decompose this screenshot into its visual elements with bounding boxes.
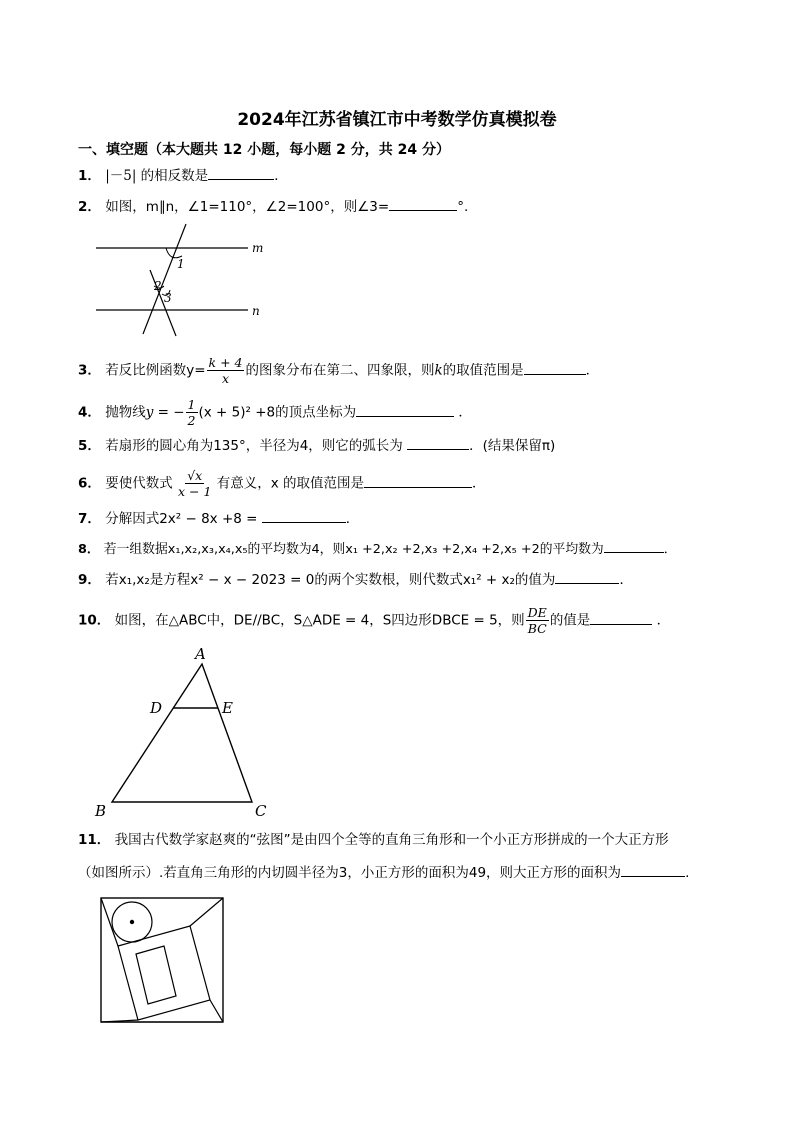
question-8 [78, 538, 677, 560]
big-square [101, 898, 223, 1022]
question-number: 2． [78, 199, 101, 215]
parallel-lines-figure [90, 218, 270, 342]
question-text: 我国古代数学家赵爽的“弦图”是由四个全等的直角三角形和一个小正方形拼成的一个大正方形 [114, 832, 669, 848]
question-end: ． [663, 542, 677, 557]
page-title: 2024年江苏省镇江市中考数学仿真模拟卷 [237, 110, 557, 130]
label-b: B [95, 802, 107, 820]
label-angle-1: 1 [177, 257, 185, 271]
question-4 [78, 397, 472, 428]
label-c: C [255, 802, 267, 820]
question-text: 的值是 [549, 612, 591, 629]
question-number: 11． [78, 832, 111, 848]
answer-blank[interactable] [524, 360, 586, 375]
transversal-1 [143, 224, 186, 334]
incircle-center [130, 920, 134, 924]
question-text: (x + 5)² +8的顶点坐标为 [198, 404, 357, 421]
triangle-abc [112, 664, 252, 802]
question-end: ．(结果保留π) [469, 438, 556, 454]
answer-blank[interactable] [604, 538, 664, 553]
denominator: x − 1 [178, 484, 212, 499]
answer-blank[interactable] [555, 569, 619, 584]
question-10 [78, 605, 670, 636]
numerator: √x [187, 468, 203, 483]
question-text: 的图象分布在第二、四象限，则 [245, 362, 435, 379]
label-angle-3: 3 [164, 291, 172, 305]
fraction [207, 355, 245, 386]
answer-blank[interactable] [364, 473, 472, 488]
question-end: ． [458, 404, 472, 421]
answer-blank[interactable] [590, 610, 652, 625]
label-a: A [195, 645, 206, 663]
question-end: °. [457, 199, 469, 215]
denominator: BC [527, 621, 547, 636]
question-text: 的相反数是 [136, 168, 209, 184]
question-1 [78, 165, 288, 186]
question-text: （如图所示）.若直角三角形的内切圆半径为3，小正方形的面积为49，则大正方形的面积为 [78, 865, 622, 881]
fraction [186, 397, 198, 428]
question-text: 分解因式2x² − 8x +8 = [105, 511, 262, 527]
variable-k: k [434, 362, 443, 379]
label-angle-2: 2 [154, 279, 162, 293]
answer-blank[interactable] [389, 196, 457, 211]
math-expression: y = − [145, 404, 185, 421]
numerator: DE [527, 605, 547, 620]
question-number: 7． [78, 511, 101, 527]
string-diagram-figure [98, 894, 228, 1026]
answer-blank[interactable] [621, 862, 685, 877]
label-e: E [222, 699, 233, 717]
tilted-square [118, 926, 210, 1020]
denominator: 2 [187, 413, 196, 428]
question-number: 10． [78, 612, 111, 629]
section-heading: 一、填空题（本大题共 12 小题，每小题 2 分，共 24 分） [78, 142, 450, 158]
question-number: 8． [78, 542, 100, 557]
denominator: x [221, 371, 230, 386]
fraction [526, 605, 549, 636]
answer-blank[interactable] [208, 165, 274, 180]
question-number: 3． [78, 362, 101, 379]
numerator: k + 4 [208, 355, 243, 370]
answer-blank[interactable] [356, 402, 454, 417]
question-number: 6． [78, 475, 101, 492]
question-number: 9． [78, 572, 101, 588]
question-text: 若扇形的圆心角为135°，半径为4，则它的弧长为 [105, 438, 408, 454]
question-7 [78, 508, 359, 529]
question-end: ． [345, 511, 360, 527]
label-m: m [252, 241, 264, 255]
question-number: 5． [78, 438, 101, 454]
question-text: 的取值范围是 [442, 362, 524, 379]
question-6 [78, 468, 486, 499]
question-text: 要使代数式 [105, 475, 177, 492]
question-text: 如图，m∥n，∠1=110°，∠2=100°，则∠3= [105, 199, 390, 215]
question-text: 如图，在△ABC中，DE//BC，S△ADE = 4，S四边形DBCE = 5，则 [114, 612, 525, 629]
question-text: 抛物线 [105, 404, 146, 421]
question-5 [78, 435, 555, 456]
question-end: . [685, 865, 690, 881]
question-11-line-1 [78, 830, 669, 850]
question-number: 1． [78, 168, 101, 184]
question-end: ． [274, 168, 288, 184]
answer-blank[interactable] [407, 435, 469, 450]
question-2 [78, 196, 468, 217]
question-number: 4． [78, 404, 101, 421]
question-text: 有意义，x 的取值范围是 [212, 475, 365, 492]
question-3 [78, 355, 599, 386]
question-end: ． [656, 612, 671, 629]
label-d: D [150, 699, 163, 717]
question-end: ． [619, 572, 633, 588]
small-square [136, 946, 176, 1004]
question-text: |－5| [105, 168, 137, 184]
question-11-line-2 [78, 862, 689, 883]
triangle-figure [92, 642, 282, 820]
answer-blank[interactable] [262, 508, 346, 523]
question-9 [78, 569, 633, 590]
question-end: ． [472, 475, 486, 492]
label-n: n [252, 304, 260, 318]
question-text: 若一组数据x₁,x₂,x₃,x₄,x₅的平均数为4，则x₁ +2,x₂ +2,x₃ +2,x₄ +2,x₅ +2的平均数为 [103, 542, 604, 557]
question-end: ． [585, 362, 600, 379]
fraction [178, 468, 211, 499]
numerator: 1 [187, 397, 196, 412]
question-text: 若反比例函数y= [105, 362, 206, 379]
question-text: 若x₁,x₂是方程x² − x − 2023 = 0的两个实数根，则代数式x₁² + x₂的值为 [105, 572, 556, 588]
